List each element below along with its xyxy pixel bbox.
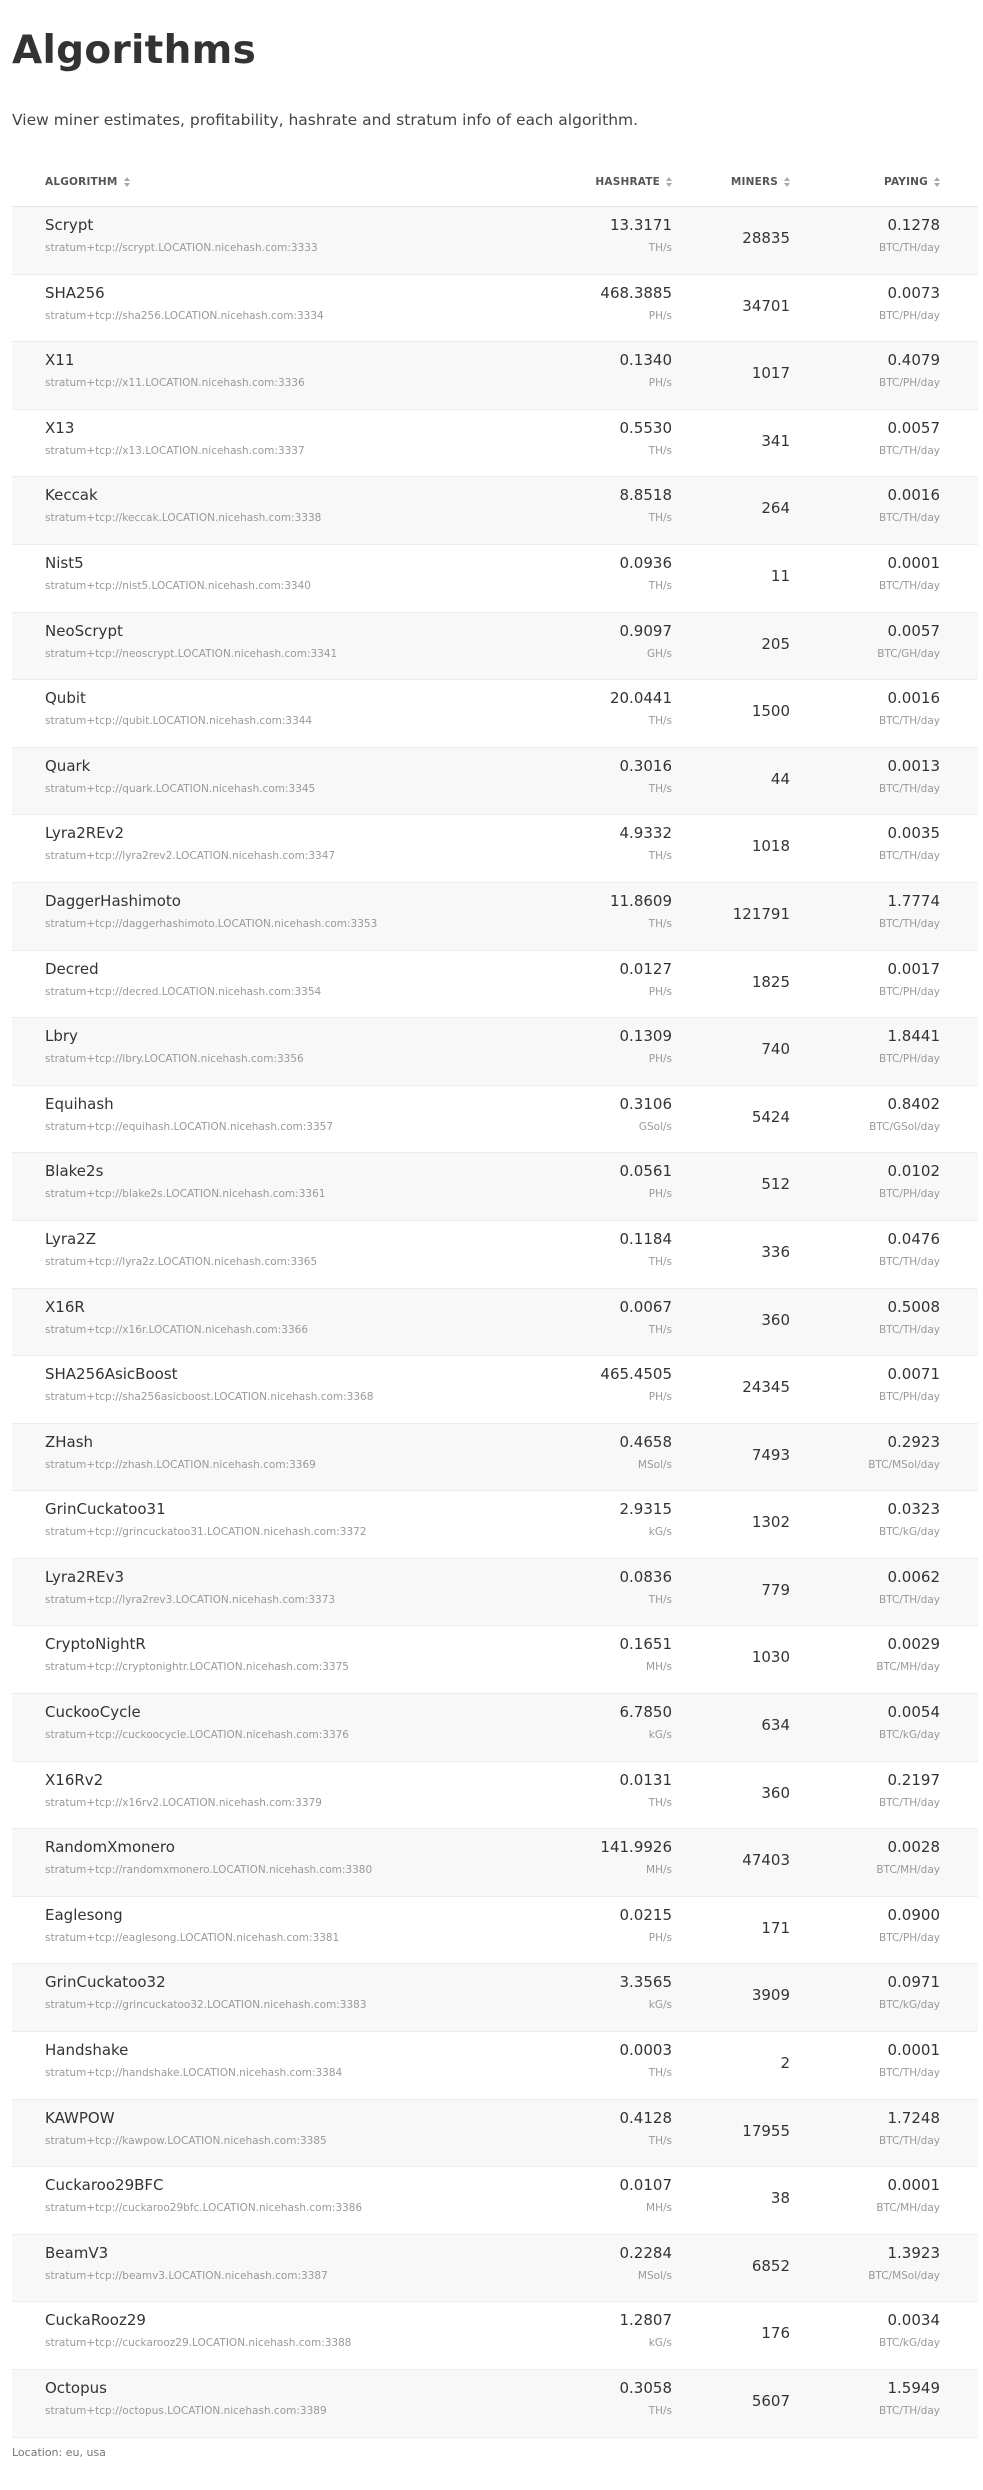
- hashrate-value: 0.9097: [619, 621, 672, 640]
- table-row[interactable]: [12, 1356, 978, 1424]
- stratum-url: stratum+tcp://cuckoocycle.LOCATION.nicehash.com:3376: [45, 1729, 349, 1742]
- paying-unit: BTC/MSol/day: [868, 2269, 940, 2282]
- hashrate-unit: PH/s: [648, 1053, 672, 1066]
- algorithm-name: SHA256AsicBoost: [45, 1365, 178, 1384]
- miners-count: 1017: [751, 364, 790, 383]
- paying-value: 0.0071: [887, 1365, 940, 1384]
- hashrate-value: 2.9315: [619, 1500, 672, 1519]
- stratum-url: stratum+tcp://quark.LOCATION.nicehash.com:3345: [45, 782, 316, 795]
- stratum-url: stratum+tcp://nist5.LOCATION.nicehash.com:3340: [45, 579, 311, 592]
- table-row[interactable]: [12, 2370, 978, 2438]
- hashrate-value: 4.9332: [619, 824, 672, 843]
- miners-count: 3909: [751, 1986, 790, 2005]
- table-row[interactable]: [12, 275, 978, 343]
- paying-value: 0.0057: [887, 621, 940, 640]
- stratum-url: stratum+tcp://cuckarooz29.LOCATION.nicehash.com:3388: [45, 2337, 352, 2350]
- miners-count: 47403: [742, 1851, 790, 1870]
- paying-unit: BTC/GH/day: [877, 647, 940, 660]
- stratum-url: stratum+tcp://blake2s.LOCATION.nicehash.com:3361: [45, 1188, 326, 1201]
- paying-value: 0.2197: [887, 1770, 940, 1789]
- hashrate-value: 0.2284: [619, 2243, 672, 2262]
- table-row[interactable]: [12, 1289, 978, 1357]
- paying-value: 0.0057: [887, 418, 940, 437]
- algorithm-name: CryptoNightR: [45, 1635, 146, 1654]
- table-row[interactable]: [12, 2100, 978, 2168]
- algorithm-name: Lyra2Z: [45, 1229, 97, 1248]
- paying-unit: BTC/TH/day: [878, 2405, 940, 2417]
- hashrate-value: 0.0003: [619, 2041, 672, 2060]
- stratum-url: stratum+tcp://neoscrypt.LOCATION.nicehash.com:3341: [45, 647, 338, 660]
- paying-unit: BTC/PH/day: [879, 1931, 940, 1944]
- table-row[interactable]: [12, 2235, 978, 2303]
- table-row[interactable]: [12, 477, 978, 545]
- hashrate-unit: TH/s: [648, 1796, 672, 1809]
- table-row[interactable]: [12, 207, 978, 275]
- stratum-url: stratum+tcp://qubit.LOCATION.nicehash.com:3344: [45, 715, 313, 728]
- algorithm-name: Quark: [45, 756, 91, 775]
- paying-unit: BTC/TH/day: [878, 917, 940, 930]
- stratum-url: stratum+tcp://octopus.LOCATION.nicehash.com:3389: [45, 2405, 327, 2417]
- hashrate-unit: kG/s: [648, 2337, 672, 2350]
- location-note: Location: eu, usa: [12, 2446, 106, 2459]
- algorithm-name: Equihash: [45, 1094, 114, 1113]
- algorithm-name: Eaglesong: [45, 1905, 123, 1924]
- algorithm-name: RandomXmonero: [45, 1838, 175, 1857]
- paying-unit: BTC/TH/day: [878, 2067, 940, 2080]
- hashrate-unit: TH/s: [648, 715, 672, 728]
- paying-value: 0.1278: [887, 216, 940, 234]
- paying-value: 0.0001: [887, 2041, 940, 2060]
- paying-unit: BTC/GSol/day: [869, 1120, 940, 1133]
- table-row[interactable]: [12, 883, 978, 951]
- hashrate-unit: PH/s: [648, 377, 672, 390]
- paying-unit: BTC/TH/day: [878, 579, 940, 592]
- stratum-url: stratum+tcp://x11.LOCATION.nicehash.com:3336: [45, 377, 305, 390]
- hashrate-value: 8.8518: [619, 486, 672, 505]
- hashrate-unit: kG/s: [648, 1526, 672, 1539]
- hashrate-unit: TH/s: [648, 579, 672, 592]
- miners-count: 6852: [751, 2256, 790, 2275]
- algorithm-name: Scrypt: [45, 216, 94, 234]
- paying-unit: BTC/PH/day: [879, 1053, 940, 1066]
- table-row[interactable]: [12, 1694, 978, 1762]
- paying-value: 1.8441: [887, 1027, 940, 1046]
- algorithm-name: Keccak: [45, 486, 98, 505]
- hashrate-value: 0.0836: [619, 1567, 672, 1586]
- table-row[interactable]: [12, 2302, 978, 2370]
- paying-value: 0.0035: [887, 824, 940, 843]
- column-header-algorithm[interactable]: [45, 176, 130, 188]
- hashrate-unit: MH/s: [646, 1864, 672, 1877]
- hashrate-value: 465.4505: [600, 1365, 672, 1384]
- stratum-url: stratum+tcp://sha256.LOCATION.nicehash.com:3334: [45, 309, 324, 322]
- miners-count: 512: [761, 1175, 790, 1194]
- hashrate-unit: kG/s: [648, 1729, 672, 1742]
- paying-value: 0.0054: [887, 1703, 940, 1722]
- hashrate-value: 0.1340: [619, 351, 672, 370]
- hashrate-unit: TH/s: [648, 1255, 672, 1268]
- paying-value: 0.0073: [887, 283, 940, 302]
- stratum-url: stratum+tcp://grincuckatoo32.LOCATION.nicehash.com:3383: [45, 1999, 367, 2012]
- paying-unit: BTC/TH/day: [878, 1593, 940, 1606]
- hashrate-value: 0.1184: [619, 1229, 672, 1248]
- paying-value: 0.0062: [887, 1567, 940, 1586]
- paying-unit: BTC/PH/day: [879, 377, 940, 390]
- paying-value: 0.0323: [887, 1500, 940, 1519]
- table-row[interactable]: [12, 815, 978, 883]
- sort-icon: [124, 177, 130, 187]
- miners-count: 1030: [751, 1648, 790, 1667]
- hashrate-unit: TH/s: [648, 782, 672, 795]
- page-title: Algorithms: [12, 28, 257, 73]
- algorithm-name: Cuckaroo29BFC: [45, 2176, 164, 2195]
- algorithm-name: BeamV3: [45, 2243, 109, 2262]
- hashrate-unit: MSol/s: [637, 2269, 672, 2282]
- hashrate-value: 0.0131: [619, 1770, 672, 1789]
- stratum-url: stratum+tcp://lyra2z.LOCATION.nicehash.com:3365: [45, 1255, 318, 1268]
- algorithm-name: X16R: [45, 1297, 85, 1316]
- paying-value: 1.7248: [887, 2108, 940, 2127]
- column-header-paying[interactable]: [884, 176, 940, 188]
- miners-count: 779: [761, 1580, 790, 1599]
- paying-unit: BTC/MH/day: [876, 2202, 940, 2215]
- miners-count: 2: [780, 2054, 790, 2073]
- paying-unit: BTC/TH/day: [878, 850, 940, 863]
- column-header-label: HASHRATE: [595, 176, 660, 188]
- algorithms-table: [12, 164, 978, 2438]
- miners-count: 1302: [751, 1513, 790, 1532]
- table-row[interactable]: [12, 410, 978, 478]
- miners-count: 34701: [742, 296, 790, 315]
- hashrate-unit: GSol/s: [638, 1120, 672, 1133]
- hashrate-value: 0.0127: [619, 959, 672, 978]
- algorithm-name: Lbry: [45, 1027, 78, 1046]
- hashrate-value: 20.0441: [609, 689, 672, 708]
- table-body: [12, 207, 978, 2438]
- algorithm-name: Octopus: [45, 2379, 107, 2397]
- miners-count: 740: [761, 1040, 790, 1059]
- hashrate-value: 0.0215: [619, 1905, 672, 1924]
- paying-value: 0.0001: [887, 553, 940, 572]
- table-row[interactable]: [12, 1491, 978, 1559]
- paying-unit: BTC/TH/day: [878, 242, 940, 254]
- hashrate-unit: TH/s: [648, 1323, 672, 1336]
- hashrate-unit: MH/s: [646, 2202, 672, 2215]
- hashrate-unit: PH/s: [648, 1391, 672, 1404]
- paying-unit: BTC/PH/day: [879, 1188, 940, 1201]
- hashrate-unit: MSol/s: [637, 1458, 672, 1471]
- algorithm-name: DaggerHashimoto: [45, 891, 181, 910]
- hashrate-value: 3.3565: [619, 1973, 672, 1992]
- sort-icon: [784, 177, 790, 187]
- paying-unit: BTC/TH/day: [878, 715, 940, 728]
- algorithm-name: Nist5: [45, 553, 84, 572]
- algorithm-name: CuckooCycle: [45, 1703, 141, 1722]
- hashrate-value: 0.5530: [619, 418, 672, 437]
- miners-count: 341: [761, 431, 790, 450]
- stratum-url: stratum+tcp://grincuckatoo31.LOCATION.nicehash.com:3372: [45, 1526, 367, 1539]
- hashrate-value: 11.8609: [609, 891, 672, 910]
- paying-unit: BTC/kG/day: [879, 2337, 940, 2350]
- stratum-url: stratum+tcp://kawpow.LOCATION.nicehash.com:3385: [45, 2134, 327, 2147]
- miners-count: 634: [761, 1716, 790, 1735]
- algorithm-name: Handshake: [45, 2041, 129, 2060]
- paying-unit: BTC/PH/day: [879, 1391, 940, 1404]
- algorithm-name: X16Rv2: [45, 1770, 104, 1789]
- table-row[interactable]: [12, 342, 978, 410]
- hashrate-unit: PH/s: [648, 1188, 672, 1201]
- paying-value: 0.0017: [887, 959, 940, 978]
- paying-value: 0.0016: [887, 486, 940, 505]
- paying-value: 0.5008: [887, 1297, 940, 1316]
- miners-count: 28835: [742, 229, 790, 247]
- algorithm-name: GrinCuckatoo32: [45, 1973, 166, 1992]
- paying-value: 0.8402: [887, 1094, 940, 1113]
- stratum-url: stratum+tcp://equihash.LOCATION.nicehash.com:3357: [45, 1120, 334, 1133]
- hashrate-unit: MH/s: [646, 1661, 672, 1674]
- paying-unit: BTC/TH/day: [878, 1796, 940, 1809]
- paying-unit: BTC/kG/day: [879, 1526, 940, 1539]
- paying-value: 0.0476: [887, 1229, 940, 1248]
- miners-count: 1825: [751, 972, 790, 991]
- table-row[interactable]: [12, 1221, 978, 1289]
- hashrate-value: 1.2807: [619, 2311, 672, 2330]
- algorithm-name: Qubit: [45, 689, 86, 708]
- table-row[interactable]: [12, 1897, 978, 1965]
- column-header-label: PAYING: [884, 176, 928, 188]
- miners-count: 264: [761, 499, 790, 518]
- hashrate-value: 0.4658: [619, 1432, 672, 1451]
- stratum-url: stratum+tcp://x13.LOCATION.nicehash.com:3337: [45, 444, 305, 457]
- table-header: [12, 164, 978, 207]
- hashrate-unit: kG/s: [648, 1999, 672, 2012]
- hashrate-value: 0.3106: [619, 1094, 672, 1113]
- miners-count: 44: [770, 769, 790, 788]
- table-row[interactable]: [12, 2167, 978, 2235]
- paying-value: 0.0900: [887, 1905, 940, 1924]
- table-row[interactable]: [12, 1018, 978, 1086]
- hashrate-unit: GH/s: [646, 647, 672, 660]
- stratum-url: stratum+tcp://cuckaroo29bfc.LOCATION.nicehash.com:3386: [45, 2202, 363, 2215]
- paying-value: 0.0016: [887, 689, 940, 708]
- algorithm-name: CuckaRooz29: [45, 2311, 146, 2330]
- hashrate-unit: TH/s: [648, 2405, 672, 2417]
- stratum-url: stratum+tcp://lyra2rev2.LOCATION.nicehash.com:3347: [45, 850, 336, 863]
- stratum-url: stratum+tcp://lyra2rev3.LOCATION.nicehash.com:3373: [45, 1593, 336, 1606]
- sort-icon: [666, 177, 672, 187]
- algorithm-name: Lyra2REv2: [45, 824, 125, 843]
- table-row[interactable]: [12, 951, 978, 1019]
- paying-value: 0.0971: [887, 1973, 940, 1992]
- stratum-url: stratum+tcp://handshake.LOCATION.nicehash.com:3384: [45, 2067, 343, 2080]
- hashrate-unit: PH/s: [648, 309, 672, 322]
- table-row[interactable]: [12, 1964, 978, 2032]
- stratum-url: stratum+tcp://daggerhashimoto.LOCATION.nicehash.com:3353: [45, 917, 378, 930]
- miners-count: 205: [761, 634, 790, 653]
- algorithm-name: Lyra2REv3: [45, 1567, 125, 1586]
- algorithm-name: Blake2s: [45, 1162, 104, 1181]
- miners-count: 121791: [732, 904, 790, 923]
- paying-value: 0.0029: [887, 1635, 940, 1654]
- stratum-url: stratum+tcp://scrypt.LOCATION.nicehash.com:3333: [45, 242, 318, 254]
- hashrate-value: 141.9926: [600, 1838, 672, 1857]
- algorithm-name: GrinCuckatoo31: [45, 1500, 166, 1519]
- hashrate-unit: TH/s: [648, 444, 672, 457]
- table-row[interactable]: [12, 545, 978, 613]
- column-header-label: MINERS: [730, 176, 778, 188]
- table-row[interactable]: [12, 1559, 978, 1627]
- table-row[interactable]: [12, 613, 978, 681]
- paying-unit: BTC/TH/day: [878, 444, 940, 457]
- hashrate-unit: TH/s: [648, 850, 672, 863]
- paying-unit: BTC/kG/day: [879, 1999, 940, 2012]
- hashrate-unit: TH/s: [648, 512, 672, 525]
- stratum-url: stratum+tcp://sha256asicboost.LOCATION.nicehash.com:3368: [45, 1391, 374, 1404]
- paying-unit: BTC/TH/day: [878, 2134, 940, 2147]
- page-subtitle: View miner estimates, profitability, hashrate and stratum info of each algorithm.: [12, 111, 639, 129]
- algorithm-name: SHA256: [45, 283, 105, 302]
- paying-value: 0.2923: [887, 1432, 940, 1451]
- column-header-label: ALGORITHM: [45, 176, 118, 188]
- hashrate-value: 0.4128: [619, 2108, 672, 2127]
- hashrate-value: 0.0936: [619, 553, 672, 572]
- stratum-url: stratum+tcp://cryptonightr.LOCATION.nicehash.com:3375: [45, 1661, 349, 1674]
- hashrate-value: 0.0561: [619, 1162, 672, 1181]
- hashrate-unit: TH/s: [648, 2134, 672, 2147]
- table-row[interactable]: [12, 680, 978, 748]
- table-row[interactable]: [12, 1626, 978, 1694]
- hashrate-value: 0.0107: [619, 2176, 672, 2195]
- hashrate-value: 0.0067: [619, 1297, 672, 1316]
- table-row[interactable]: [12, 748, 978, 816]
- stratum-url: stratum+tcp://lbry.LOCATION.nicehash.com:3356: [45, 1053, 304, 1066]
- miners-count: 1500: [751, 702, 790, 721]
- hashrate-value: 6.7850: [619, 1703, 672, 1722]
- hashrate-value: 0.3016: [619, 756, 672, 775]
- paying-unit: BTC/TH/day: [878, 782, 940, 795]
- paying-value: 0.0013: [887, 756, 940, 775]
- miners-count: 5424: [751, 1107, 790, 1126]
- table-row[interactable]: [12, 1762, 978, 1830]
- paying-unit: BTC/TH/day: [878, 512, 940, 525]
- sort-icon: [934, 177, 940, 187]
- miners-count: 7493: [751, 1445, 790, 1464]
- hashrate-unit: TH/s: [648, 2067, 672, 2080]
- paying-value: 0.0102: [887, 1162, 940, 1181]
- hashrate-unit: PH/s: [648, 985, 672, 998]
- paying-unit: BTC/TH/day: [878, 1255, 940, 1268]
- miners-count: 38: [770, 2189, 790, 2208]
- hashrate-value: 468.3885: [600, 283, 672, 302]
- table-row[interactable]: [12, 2032, 978, 2100]
- miners-count: 336: [761, 1242, 790, 1261]
- paying-unit: BTC/TH/day: [878, 1323, 940, 1336]
- column-header-hashrate[interactable]: [595, 176, 672, 188]
- paying-unit: BTC/PH/day: [879, 309, 940, 322]
- paying-unit: BTC/MSol/day: [868, 1458, 940, 1471]
- hashrate-unit: PH/s: [648, 1931, 672, 1944]
- algorithm-name: NeoScrypt: [45, 621, 123, 640]
- table-row[interactable]: [12, 1153, 978, 1221]
- miners-count: 360: [761, 1783, 790, 1802]
- miners-count: 5607: [751, 2392, 790, 2410]
- paying-value: 1.7774: [887, 891, 940, 910]
- hashrate-unit: TH/s: [648, 1593, 672, 1606]
- algorithm-name: Decred: [45, 959, 99, 978]
- paying-value: 1.3923: [887, 2243, 940, 2262]
- hashrate-value: 0.3058: [619, 2379, 672, 2397]
- miners-count: 1018: [751, 837, 790, 856]
- paying-value: 0.4079: [887, 351, 940, 370]
- paying-value: 0.0034: [887, 2311, 940, 2330]
- hashrate-value: 13.3171: [609, 216, 672, 234]
- paying-unit: BTC/MH/day: [876, 1864, 940, 1877]
- miners-count: 17955: [742, 2121, 790, 2140]
- miners-count: 11: [770, 566, 790, 585]
- stratum-url: stratum+tcp://x16rv2.LOCATION.nicehash.com:3379: [45, 1796, 322, 1809]
- paying-unit: BTC/PH/day: [879, 985, 940, 998]
- hashrate-value: 0.1309: [619, 1027, 672, 1046]
- paying-value: 0.0028: [887, 1838, 940, 1857]
- paying-value: 0.0001: [887, 2176, 940, 2195]
- table-row[interactable]: [12, 1829, 978, 1897]
- table-row[interactable]: [12, 1086, 978, 1154]
- stratum-url: stratum+tcp://eaglesong.LOCATION.nicehash.com:3381: [45, 1931, 340, 1944]
- hashrate-unit: TH/s: [648, 242, 672, 254]
- stratum-url: stratum+tcp://decred.LOCATION.nicehash.com:3354: [45, 985, 322, 998]
- table-row[interactable]: [12, 1424, 978, 1492]
- stratum-url: stratum+tcp://x16r.LOCATION.nicehash.com:3366: [45, 1323, 309, 1336]
- algorithm-name: KAWPOW: [45, 2108, 115, 2127]
- paying-value: 1.5949: [887, 2379, 940, 2397]
- algorithm-name: X11: [45, 351, 75, 370]
- miners-count: 24345: [742, 1378, 790, 1397]
- algorithm-name: X13: [45, 418, 75, 437]
- paying-unit: BTC/kG/day: [879, 1729, 940, 1742]
- miners-count: 360: [761, 1310, 790, 1329]
- paying-unit: BTC/MH/day: [876, 1661, 940, 1674]
- hashrate-value: 0.1651: [619, 1635, 672, 1654]
- hashrate-unit: TH/s: [648, 917, 672, 930]
- miners-count: 171: [761, 1918, 790, 1937]
- miners-count: 176: [761, 2324, 790, 2343]
- stratum-url: stratum+tcp://zhash.LOCATION.nicehash.com:3369: [45, 1458, 316, 1471]
- stratum-url: stratum+tcp://keccak.LOCATION.nicehash.com:3338: [45, 512, 322, 525]
- stratum-url: stratum+tcp://beamv3.LOCATION.nicehash.com:3387: [45, 2269, 328, 2282]
- stratum-url: stratum+tcp://randomxmonero.LOCATION.nicehash.com:3380: [45, 1864, 373, 1877]
- column-header-miners[interactable]: [731, 176, 790, 188]
- algorithm-name: ZHash: [45, 1432, 94, 1451]
